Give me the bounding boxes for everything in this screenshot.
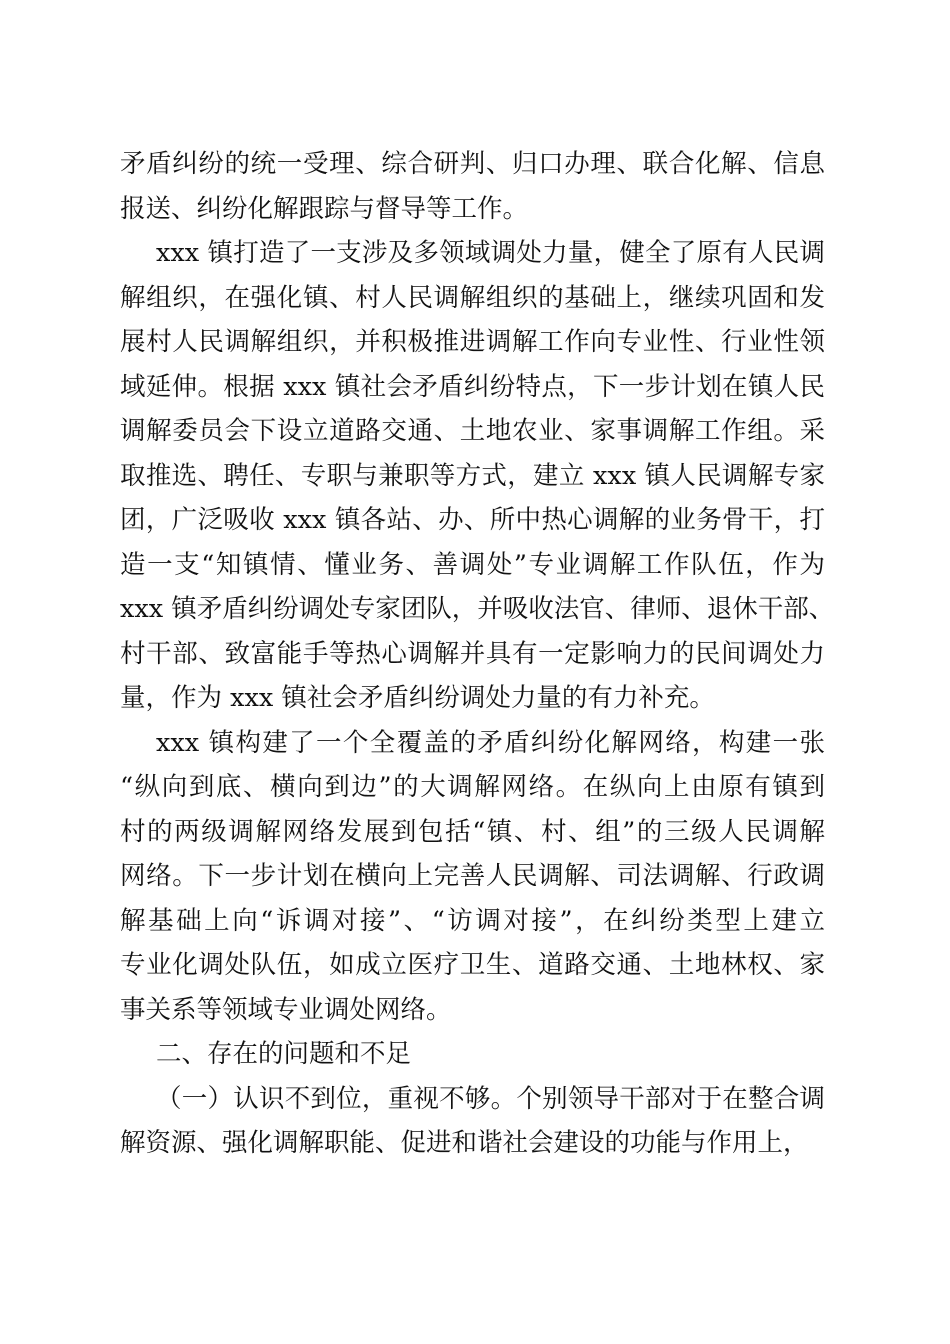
text-line: 展村人民调解组织，并积极推进调解工作向专业性、行业性领	[120, 327, 825, 357]
text-line: 调解委员会下设立道路交通、土地农业、家事调解工作组。采	[120, 416, 825, 446]
paragraph-4	[120, 1077, 825, 1166]
text-line	[120, 1077, 825, 1122]
text-line: 域延伸。根据 xxx 镇社会矛盾纠纷特点，下一步计划在镇人民	[120, 371, 825, 402]
paragraph-3	[120, 721, 825, 1033]
text-line: 解组织，在强化镇、村人民调解组织的基础上，继续巩固和发	[120, 282, 825, 313]
text-line: 报送、纠纷化解跟踪与督导等工作。	[120, 193, 529, 224]
section-heading: 二、存在的问题和不足	[156, 1039, 412, 1069]
paragraph-2	[120, 231, 835, 721]
paragraph-1	[120, 142, 825, 231]
section-2	[120, 1032, 825, 1077]
text-line: 解基础上向“诉调对接”、“访调对接”，在纠纷类型上建立	[120, 905, 825, 936]
text-line: 事关系等领域专业调处网络。	[120, 994, 452, 1025]
text-line: 村干部、致富能手等热心调解并具有一定影响力的民间调处力	[120, 638, 825, 669]
text-line: 村的两级调解网络发展到包括“镇、村、组”的三级人民调解	[120, 816, 825, 847]
text-line: 量，作为 xxx 镇社会矛盾纠纷调处力量的有力补充。	[120, 683, 715, 713]
text-line: xxx 镇打造了一支涉及多领域调处力量，健全了原有人民调	[156, 238, 825, 268]
text-line: xxx 镇矛盾纠纷调处专家团队，并吸收法官、律师、退休干部、	[120, 594, 835, 624]
text-line: 专业化调处队伍，如成立医疗卫生、道路交通、土地林权、家	[120, 950, 825, 980]
text-line: 团，广泛吸收 xxx 镇各站、办、所中热心调解的业务骨干，打	[120, 505, 825, 535]
text-line: 造一支“知镇情、懂业务、善调处”专业调解工作队伍，作为	[120, 549, 825, 580]
document-body	[120, 142, 835, 1166]
text-line: 网络。下一步计划在横向上完善人民调解、司法调解、行政调	[120, 861, 825, 891]
text-line: 解资源、强化调解职能、促进和谐社会建设的功能与作用上，	[120, 1128, 809, 1158]
text-run: 个别领导干部对于在整合调	[516, 1083, 825, 1114]
text-line: xxx 镇构建了一个全覆盖的矛盾纠纷化解网络，构建一张	[156, 727, 825, 758]
text-line: 取推选、聘任、专职与兼职等方式，建立 xxx 镇人民调解专家	[120, 460, 825, 491]
text-line: “纵向到底、横向到边”的大调解网络。在纵向上由原有镇到	[120, 772, 825, 802]
text-line: 矛盾纠纷的统一受理、综合研判、归口办理、联合化解、信息	[120, 149, 825, 179]
subsection-heading: （一）认识不到位，重视不够。	[156, 1083, 517, 1114]
